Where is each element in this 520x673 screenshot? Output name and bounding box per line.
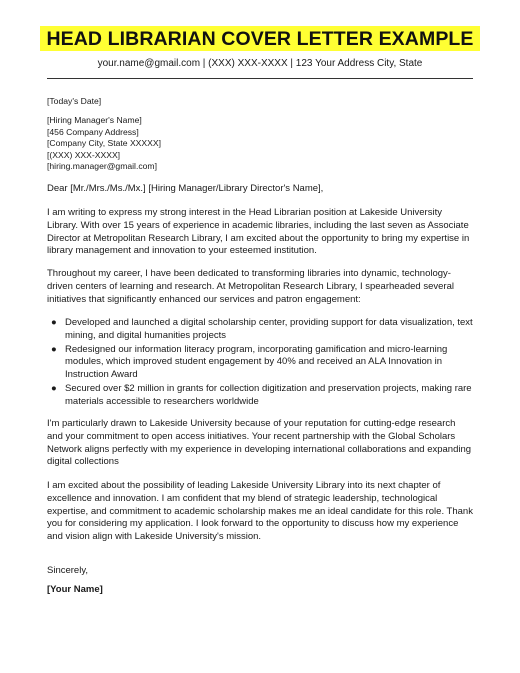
paragraph-intro: I am writing to express my strong interest in the Head Librarian position at Lakeside University Library. With over 15 years of experience in academic libraries, including the last seven as Associate Director at Metropolitan Research Library, I am excited about the opportunity to bring my expertise in library management and innovation to your esteemed institution. [47, 207, 470, 257]
paragraph-interest: I'm particularly drawn to Lakeside University because of your reputation for cutting-edge research and your commitment to open access initiatives. Your recent partnership with the Global Scholars Network aligns perfectly with my experience in developing international collaborations and expanding digital collections [47, 418, 472, 468]
closing-salutation: Sincerely, [47, 565, 89, 576]
bullet-icon: ● [51, 317, 57, 328]
bullet-icon: ● [51, 343, 57, 355]
recipient-city-state: [Company City, State XXXXX] [47, 138, 161, 149]
list-item-text: Secured over $2 million in grants for collection digitization and preservation projects, making rare materials accessible to researchers worldwide [65, 382, 472, 407]
salutation: Dear [Mr./Mrs./Ms./Mx.] [Hiring Manager/Library Director's Name], [47, 183, 324, 194]
letter-date: [Today's Date] [47, 96, 102, 106]
list-item [47, 317, 473, 343]
title-container [0, 26, 520, 51]
recipient-name: [Hiring Manager's Name] [47, 115, 142, 125]
list-item [47, 383, 473, 409]
list-item-text: Redesigned our information literacy program, incorporating gamification and micro-learning modules, which improved student engagement by 40% and received an ALA Innovation in Instruction Award [65, 343, 448, 381]
list-item [47, 344, 473, 382]
header-divider [47, 78, 473, 79]
recipient-company-address: [456 Company Address] [47, 126, 139, 137]
recipient-address [47, 115, 473, 173]
paragraph-closing: I am excited about the possibility of leading Lakeside University Library into its next chapter of excellence and innovation. I am confident that my blend of strategic leadership, technological expertise, and commitment to academic scholarship makes me an ideal candidate for this role. Thank you for considering my application. I look forward to the opportunity to discuss how my experience and vision align with Lakeside University's mission. [47, 480, 473, 543]
recipient-phone: [(XXX) XXX-XXXX] [47, 149, 121, 160]
list-item-text: Developed and launched a digital scholarship center, providing support for data visualization, text mining, and digital humanities projects [65, 317, 473, 341]
bullet-icon: ● [51, 382, 57, 394]
paragraph-career: Throughout my career, I have been dedicated to transforming libraries into dynamic, technology-driven centers of learning and research. At Metropolitan Research Library, I spearheaded several initiatives that significantly enhanced our services and patron engagement: [47, 268, 454, 305]
achievements-list [47, 317, 473, 410]
recipient-email: [hiring.manager@gmail.com] [47, 161, 157, 172]
contact-line: your.name@gmail.com | (XXX) XXX-XXXX | 123 Your Address City, State [97, 58, 423, 69]
signature-name: [Your Name] [47, 584, 103, 595]
page-title: HEAD LIBRARIAN COVER LETTER EXAMPLE [40, 26, 479, 51]
